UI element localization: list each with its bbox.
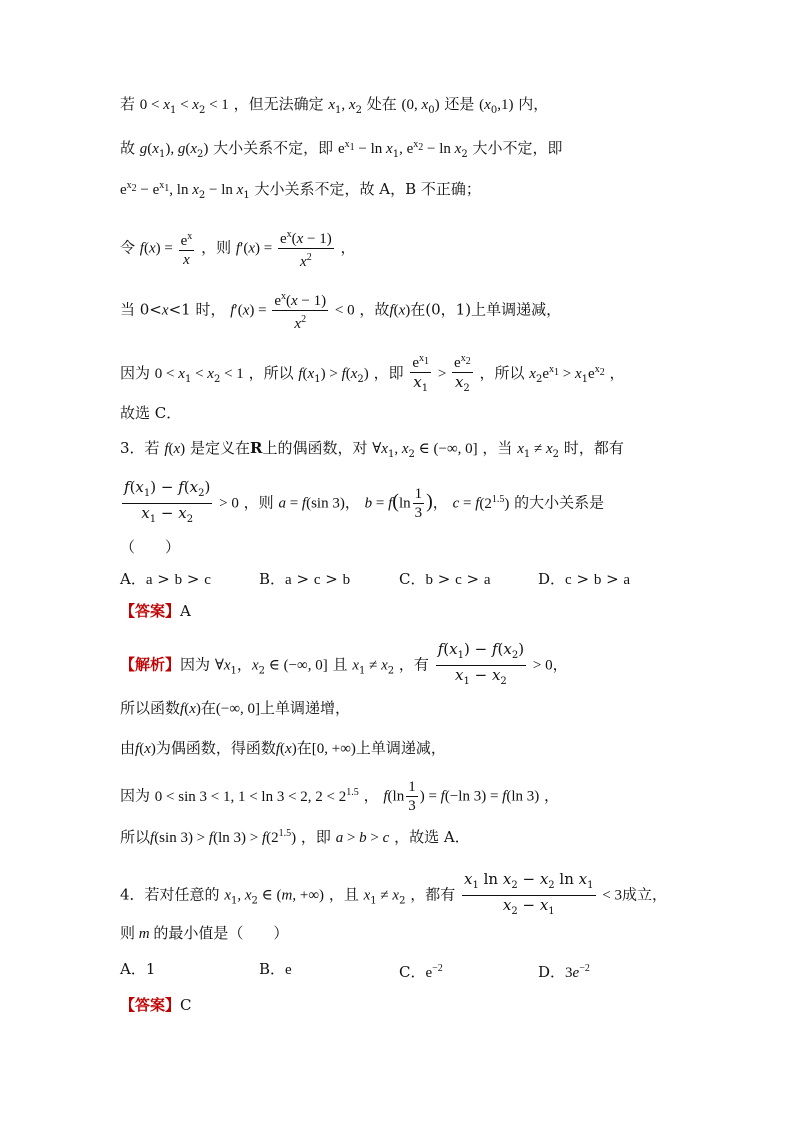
question-3-analysis-3: 由f(x)为偶函数，得函数f(x)在[0, +∞)上单调递减， bbox=[120, 739, 446, 757]
text: 时，都有 bbox=[563, 439, 624, 457]
text: ，有 bbox=[398, 655, 429, 674]
answer-value: A bbox=[180, 602, 191, 620]
fraction: $\frac{f(x_1) - f(x_2)}{x_1 - x_2}$ bbox=[122, 478, 212, 529]
text: ， bbox=[340, 238, 356, 257]
fraction: $\frac{e^x(x - 1)}{x^2}$ bbox=[279, 229, 332, 270]
text: 因为 bbox=[120, 786, 151, 805]
text: 大小关系不定，故 A，B 不正确； bbox=[254, 180, 481, 198]
text: 由 bbox=[120, 739, 136, 757]
fraction: $\frac{x_1 \ln x_2 - x_2 \ln x_1}{x_2 - x_1}$ bbox=[462, 870, 595, 921]
text: ，所以 bbox=[248, 364, 294, 382]
text: ，故选 A． bbox=[394, 828, 470, 846]
text: 在 bbox=[296, 739, 312, 757]
text: 处在 bbox=[366, 95, 397, 113]
fraction: $\frac{e^x}{x}$ bbox=[180, 231, 193, 268]
text: 上的偶函数，对 bbox=[262, 439, 368, 457]
text: 上单调递增， bbox=[260, 699, 351, 717]
question-3-paren: （ ） bbox=[120, 538, 181, 556]
question-3-answer bbox=[120, 600, 191, 622]
fraction: $\frac{1}{3}$ bbox=[414, 486, 423, 521]
question-number: 3．若 bbox=[120, 439, 160, 457]
question-4-answer bbox=[120, 994, 192, 1016]
option-b: B．e bbox=[259, 960, 292, 978]
solution-line-3: $e^{x_2} - e^{x_1}$, $\ln x_2 - \ln x_1$ 大小关系不定，故 A，B 不正确； bbox=[120, 180, 481, 201]
text: 因为 bbox=[180, 655, 211, 674]
text: ，且 bbox=[328, 885, 359, 904]
question-3-analysis-2: 所以函数f(x)在(−∞, 0]上单调递增， bbox=[120, 699, 351, 717]
solution-line-1: 若 $0 < x_1 < x_2 < 1$ ，但无法确定 $x_1$, $x_2$ 处在 (0, $x_0$) 还是 $(x_0,1)$ 内， bbox=[120, 95, 549, 116]
answer-label: 【答案】 bbox=[120, 602, 181, 620]
text: 则 bbox=[120, 924, 136, 942]
text: 因为 bbox=[120, 364, 151, 382]
option-c: C．b > c > a bbox=[399, 570, 491, 588]
fraction: $\frac{e^{x_1}}{x_1}$ bbox=[410, 350, 431, 398]
question-3-analysis-5: 所以f(sin 3) > f(ln $3) > f(2^{1.5})$ ，即 a > b > c ，故选 A． bbox=[120, 828, 470, 846]
question-3-line-1: 3．若 f(x) 是定义在R上的偶函数，对 $\forall x_1$, $x_2$ ∈ (−∞, 0] ，当 $x_1 \ne x_2$ 时，都有 bbox=[120, 439, 624, 460]
option-a: A．a > b > c bbox=[120, 570, 211, 588]
text: 故 bbox=[120, 139, 136, 157]
text: ，都有 bbox=[410, 885, 456, 904]
option-a: A．1 bbox=[120, 960, 156, 978]
question-4-line-1: 4．若对任意的 $x_1$, $x_2$ ∈ (m, +∞) ，且 $x_1 \ne x_2$ ，都有 $\frac{x_1 \ln x_2 - x_2 \ln x_1}{x_2 - x_1}$ < 3成立， bbox=[120, 870, 667, 921]
solution-line-4: 令 f(x) = $\frac{e^x}{x}$ ，则 f′(x) = $\frac{e^x(x - 1)}{x^2}$ ， bbox=[120, 226, 356, 271]
answer-value: C bbox=[180, 996, 192, 1014]
question-4-line-2: 则 m 的最小值是（ ） bbox=[120, 924, 289, 942]
fraction: $\frac{e^x(x - 1)}{x^2}$ bbox=[274, 291, 327, 332]
fraction: $\frac{f(x_1) - f(x_2)}{x_1 - x_2}$ bbox=[436, 640, 526, 691]
text: ， bbox=[363, 786, 379, 805]
text: 令 bbox=[120, 238, 136, 257]
answer-label: 【答案】 bbox=[120, 996, 181, 1014]
text: 大小不定，即 bbox=[472, 139, 563, 157]
text: 大小关系不定，即 bbox=[213, 139, 334, 157]
option-b: B．a > c > b bbox=[259, 570, 351, 588]
text: 内， bbox=[518, 95, 549, 113]
text: ， bbox=[552, 655, 568, 674]
analysis-label: 【解析】 bbox=[120, 655, 181, 674]
solution-line-7: 故选 C． bbox=[120, 404, 182, 422]
text: ，当 bbox=[482, 439, 513, 457]
text: ， bbox=[609, 364, 625, 382]
text: R bbox=[249, 439, 263, 457]
text: ，即 bbox=[300, 828, 331, 846]
option-d: D．$3e^{-2}$ bbox=[538, 963, 590, 981]
text: 上单调递减， bbox=[355, 739, 446, 757]
question-3-analysis-4: 因为 0 < sin 3 < 1, 1 < ln 3 < 2, $2 < 2^{1.5}$ ， f(ln $\frac{1}{3}$ ) = f(−ln 3) = f(ln 3) ， bbox=[120, 779, 560, 814]
solution-line-2: 故 $g(x_1)$, $g(x_2)$ 大小关系不定，即 $e^{x_1} - \ln x_1$, $e^{x_2} - \ln x_2$ 大小不定，即 bbox=[120, 139, 563, 160]
question-3-analysis-1: 【解析】因为 $\forall x_1$，$x_2$ ∈ (−∞, 0] 且 $x_1 \ne x_2$ ，有 $\frac{f(x_1) - f(x_2)}{x_1 - x_2}$ > 0， bbox=[120, 640, 568, 691]
text: 的最小值是（ ） bbox=[153, 924, 289, 942]
text: ，故 bbox=[359, 300, 390, 319]
solution-line-6: 因为 $0 < x_1 < x_2 < 1$ ，所以 $f(x_1) > f(x_2)$ ，即 $\frac{e^{x_1}}{x_1}$ > $\frac{e^{x_2}}{x_2}$ ，所以 $x_2e^{x_1} > x_1e^{x_2}$ ， bbox=[120, 350, 624, 398]
text: 所以函数 bbox=[120, 699, 181, 717]
question-3-line-2: $\frac{f(x_1) - f(x_2)}{x_1 - x_2}$ > 0 ，则 a = f(sin 3)， b = f(ln $\frac{1}{3}$ )， $c = f(2^{1.5})$ 的大小关系是 bbox=[120, 478, 604, 529]
text: <1 时， bbox=[168, 300, 226, 319]
text: 在(0，1)上单调递减， bbox=[410, 300, 562, 319]
fraction: $\frac{1}{3}$ bbox=[408, 779, 416, 814]
option-c: C．$e^{-2}$ bbox=[399, 963, 443, 981]
option-d: D．c > b > a bbox=[538, 570, 631, 588]
text: ， bbox=[544, 786, 560, 805]
text: 且 bbox=[332, 655, 348, 674]
text: ，则 bbox=[243, 493, 274, 512]
text: 所以 bbox=[120, 828, 151, 846]
text: 为偶函数，得函数 bbox=[155, 739, 276, 757]
text: 的大小关系是 bbox=[514, 493, 605, 512]
question-number: 4．若对任意的 bbox=[120, 885, 220, 904]
text: 当 0< bbox=[120, 300, 162, 319]
text: 是定义在 bbox=[189, 439, 250, 457]
text: 成立， bbox=[622, 885, 668, 904]
fraction: $\frac{e^{x_2}}{x_2}$ bbox=[452, 350, 473, 398]
text: ，但无法确定 bbox=[233, 95, 324, 113]
text: ，所以 bbox=[479, 364, 525, 382]
text: 在 bbox=[200, 699, 216, 717]
text: ，则 bbox=[201, 238, 232, 257]
text: 还是 bbox=[444, 95, 475, 113]
solution-line-5: 当 0<x<1 时， f′(x) = $\frac{e^x(x - 1)}{x^2}$ < 0 ，故f(x)在(0，1)上单调递减， bbox=[120, 288, 561, 333]
text: ，即 bbox=[373, 364, 404, 382]
text: 若 bbox=[120, 95, 136, 113]
